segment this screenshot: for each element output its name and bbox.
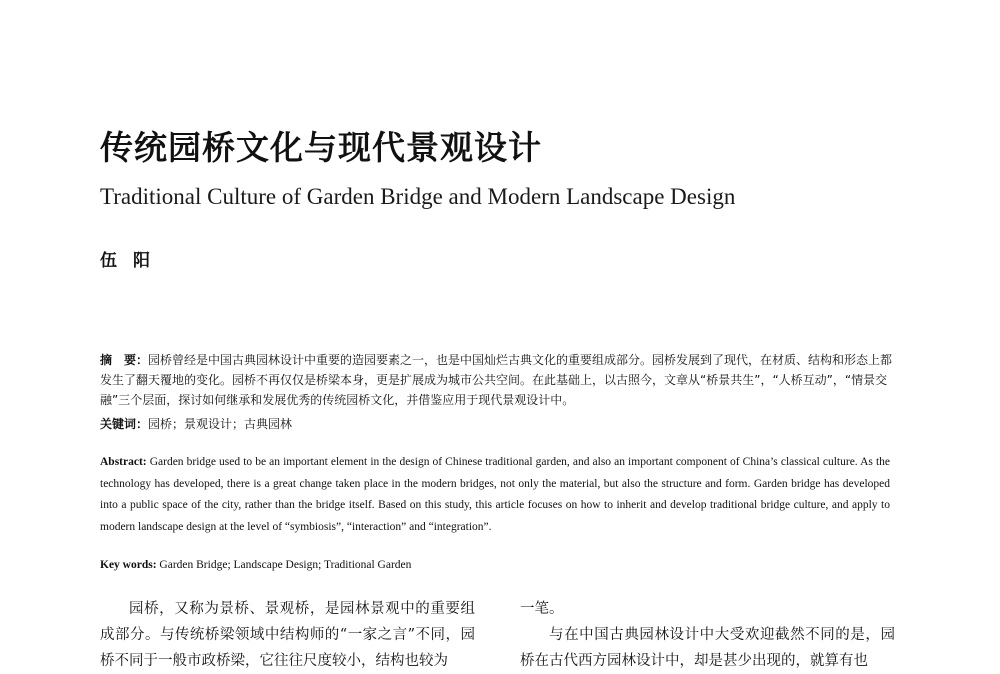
keywords-en: [100, 555, 890, 575]
body-paragraph: 园桥，又称为景桥、景观桥，是园林景观中的重要组成部分。与传统桥梁领域中结构师的“一家之言”不同，园桥不同于一般市政桥梁，它往往尺度较小，结构也较为: [100, 601, 475, 669]
abstract-cn-text: 园桥曾经是中国古典园林设计中重要的造园要素之一，也是中国灿烂古典文化的重要组成部分。园桥发展到了现代，在材质、结构和形态上都发生了翻天覆地的变化。园桥不再仅仅是桥梁本身，更是扩展成为城市公共空间。在此基础上，以古照今，文章从“桥景共生”，“人桥互动”，“情景交融”三个层面，探讨如何继承和发展优秀的传统园桥文化，并借鉴应用于现代景观设计中。: [100, 353, 893, 407]
body-paragraph: 与在中国古典园林设计中大受欢迎截然不同的是，园桥在古代西方园林设计中，却是甚少出现的，就算有也: [520, 627, 895, 669]
keywords-cn-label: 关键词：: [100, 417, 149, 431]
keywords-cn: [100, 414, 900, 434]
abstract-en-text: Garden bridge used to be an important element in the design of Chinese traditional garden, and also an important component of China’s classical culture. As the technology has developed, there is a great change taken place in the modern bridges, not only the material, but also the structure and form. Garden bridge has developed into a public space of the city, rather than the bridge itself. Based on this study, this article focuses on how to inherit and develop traditional bridge culture, and apply to modern landscape design at the level of “symbiosis”, “interaction” and “integration”.: [100, 456, 891, 533]
body-column-right: [520, 596, 895, 674]
body-paragraph-continued: 一笔。: [520, 601, 564, 617]
paper-title-cn: 传统园桥文化与现代景观设计: [100, 128, 542, 167]
abstract-cn-label: 摘 要：: [100, 353, 149, 367]
keywords-en-text: Garden Bridge; Landscape Design; Traditional Garden: [159, 559, 412, 571]
abstract-en: [100, 452, 890, 538]
keywords-en-label: Key words:: [100, 559, 157, 571]
abstract-cn: [100, 350, 900, 410]
keywords-cn-text: 园桥；景观设计；古典园林: [148, 417, 293, 431]
body-column-left: [100, 596, 475, 674]
abstract-en-label: Abstract:: [100, 456, 147, 468]
author-name: 伍阳: [100, 251, 166, 271]
paper-title-en: Traditional Culture of Garden Bridge and Modern Landscape Design: [100, 184, 736, 209]
